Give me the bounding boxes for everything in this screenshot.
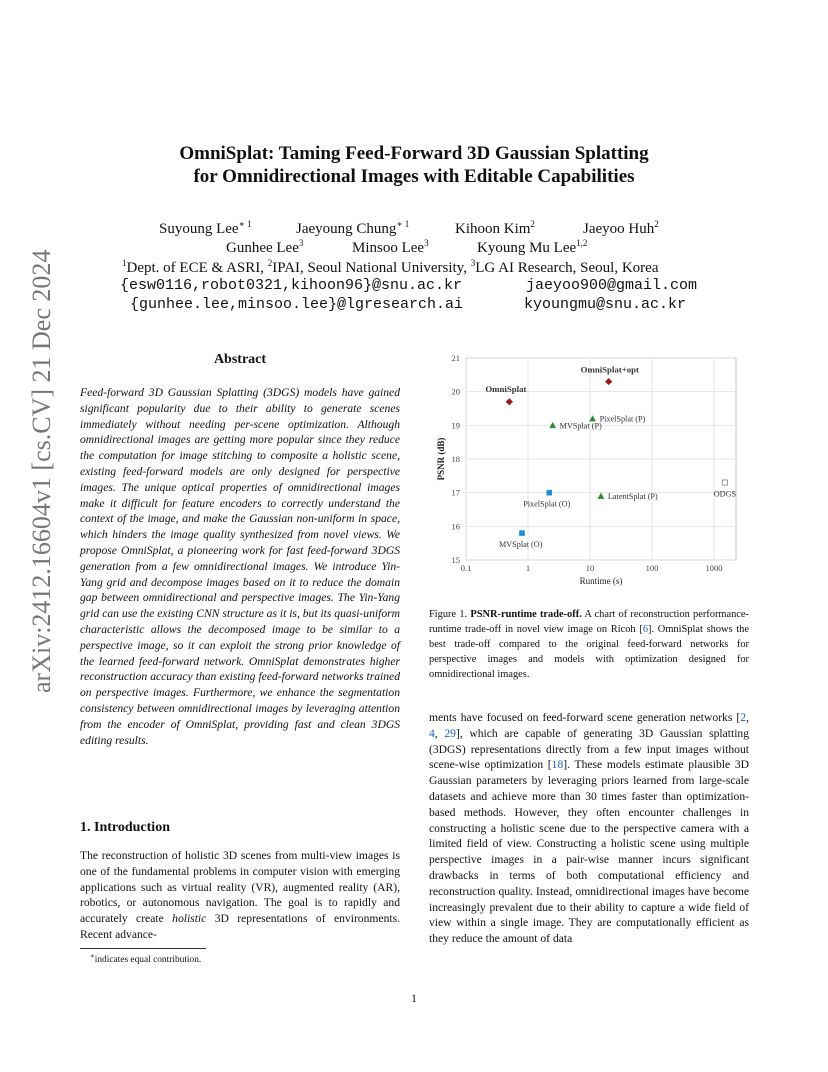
right-column-text: ments have focused on feed-forward scene generation networks [2, 4, 29], which are capable of generating 3D Gaussian splatting (3DGS) representations directly from a few input images without scene-wise optimization [18]. These models estimate plausible 3D Gaussian parameters by leveraging priors learned from large-scale datasets and achieve more than 30 times faster than optimization-based methods. However, they often encounter challenges in constructing a holistic scene due to the perspective camera with a limited field of view. Constructing a holistic scene using multiple perspective images in a pair-wise manner incurs significant drawbacks in terms of both computational efficiency and reconstruction quality. Instead, omnidirectional images have become increasingly prevalent due to their ability to capture a wide field of view within a single image. They are computationally efficient as they reduce the amount of data: [429, 711, 750, 946]
y-tick-label: 17: [451, 487, 460, 498]
data-point-triangle: [598, 493, 605, 499]
x-tick-label: 1: [525, 563, 531, 573]
data-point-label: OmniSplat+opt: [580, 364, 639, 375]
y-axis-title: PSNR (dB): [436, 437, 446, 481]
data-point-diamond: [506, 398, 513, 405]
data-point-label: PixelSplat (P): [599, 414, 646, 424]
data-point-label: LatentSplat (P): [607, 492, 658, 502]
arxiv-side-label: arXiv:2412.16604v1 [cs.CV] 21 Dec 2024: [27, 249, 56, 693]
data-point-diamond: [605, 378, 612, 385]
footnote: ∗indicates equal contribution.: [90, 952, 202, 966]
author: Jaeyoung Chung$^{∗ 1}$: [296, 219, 410, 237]
y-tick-label: 21: [451, 353, 460, 363]
page-number: 1: [411, 991, 417, 1005]
figure-caption: Figure 1. PSNR-runtime trade-off. A chart of reconstruction performance-runtime trade-off in novel view image on Ricoh [6]. OmniSplat shows the best trade-off compared to the original feed-forward networks for perspective images and models with optimization designed for omnidirectional images.: [429, 609, 749, 680]
abstract-heading: Abstract: [213, 352, 267, 367]
y-tick-label: 16: [451, 521, 460, 532]
section-heading: 1. Introduction: [80, 820, 170, 835]
email-group: {esw0116,robot0321,kihoon96}@snu.ac.kr: [120, 277, 463, 294]
data-point-square: [519, 530, 525, 536]
x-tick-label: 1000: [705, 563, 723, 573]
paper-title-line2: for Omnidirectional Images with Editable Capabilities: [193, 166, 635, 187]
email-group: {gunhee.lee,minsoo.lee}@lgresearch.ai: [130, 296, 464, 313]
author: Jaeyoo Huh$^2$: [583, 219, 659, 237]
affiliations: $^1$Dept. of ECE & ASRI, $^2$IPAI, Seoul National University, $^3$LG AI Research, Seoul, Korea: [122, 258, 659, 276]
email: jaeyoo900@gmail.com: [526, 277, 698, 294]
citation-link[interactable]: 29: [444, 726, 456, 740]
data-point-label: OmniSplat: [485, 383, 527, 394]
author: Kyoung Mu Lee$^{1,2}$: [477, 238, 588, 256]
abstract-text: Feed-forward 3D Gaussian Splatting (3DGS) models have gained significant popularity due to their ability to generate scenes immediately without needing per-scene optimization. Although omnidirectional images are getting more popular since they reduce the computation for image stitching to composite a holistic scene, existing feed-forward models are only designed for perspective images. The unique optical properties of omnidirectional images make it difficult for feature encoders to correctly understand the context of the image, and make the Gaussian non-uniform in space, which hinders the image quality synthesized from novel views. We propose OmniSplat, a pioneering work for fast feed-forward 3DGS generation from a few omnidirectional images. We introduce Yin-Yang grid and decompose images based on it to reduce the domain gap between omnidirectional and perspective images. The Yin-Yang grid can use the existing CNN structure as it is, but its quasi-uniform characteristic allows the decomposed image to be similar to a perspective image, so it can exploit the strong prior knowledge of the learned feed-forward network. OmniSplat demonstrates higher reconstruction accuracy than existing feed-forward networks trained on perspective images. Furthermore, we enhance the segmentation consistency between omnidirectional images by leveraging attention from the encoder of OmniSplat, providing fast and clean 3DGS editing results.: [80, 386, 401, 747]
citation-link[interactable]: 18: [551, 758, 564, 772]
data-point-label: MVSplat (O): [498, 540, 543, 550]
data-point-square-open: [722, 480, 727, 485]
author: Kihoon Kim$^2$: [455, 219, 535, 237]
citation-link[interactable]: 6: [642, 624, 649, 635]
email: kyoungmu@snu.ac.kr: [524, 296, 687, 313]
author: Minsoo Lee$^3$: [352, 238, 429, 256]
data-point-label: ODGS: [713, 489, 737, 499]
citation-link[interactable]: 2: [740, 711, 747, 724]
data-point-label: MVSplat (P): [559, 421, 602, 431]
data-point-square: [546, 490, 552, 496]
paper-title-line1: OmniSplat: Taming Feed-Forward 3D Gaussian Splatting: [179, 143, 649, 164]
psnr-runtime-chart: [428, 348, 750, 598]
x-tick-label: 100: [645, 563, 659, 573]
author: Gunhee Lee$^3$: [226, 238, 304, 256]
footnote-rule: [80, 948, 206, 949]
y-tick-label: 15: [451, 555, 460, 565]
intro-paragraph: The reconstruction of holistic 3D scenes from multi-view images is one of the fundamental problems in computer vision with emerging applications such as virtual reality (VR), augmented reality (AR), robotics, or autonomous navigation. The goal is to rapidly and accurately create holistic 3D representations of environments. Recent advance-: [80, 849, 400, 941]
citation-link[interactable]: 4: [429, 726, 435, 740]
y-tick-label: 18: [451, 454, 460, 464]
x-axis-title: Runtime (s): [579, 576, 623, 586]
y-tick-label: 19: [451, 420, 460, 431]
author: Suyoung Lee$^{∗ 1}$: [159, 219, 252, 237]
data-point-label: PixelSplat (O): [523, 499, 571, 509]
x-tick-label: 10: [585, 563, 595, 573]
y-tick-label: 20: [451, 386, 460, 397]
x-tick-label: 0.1: [460, 563, 472, 573]
